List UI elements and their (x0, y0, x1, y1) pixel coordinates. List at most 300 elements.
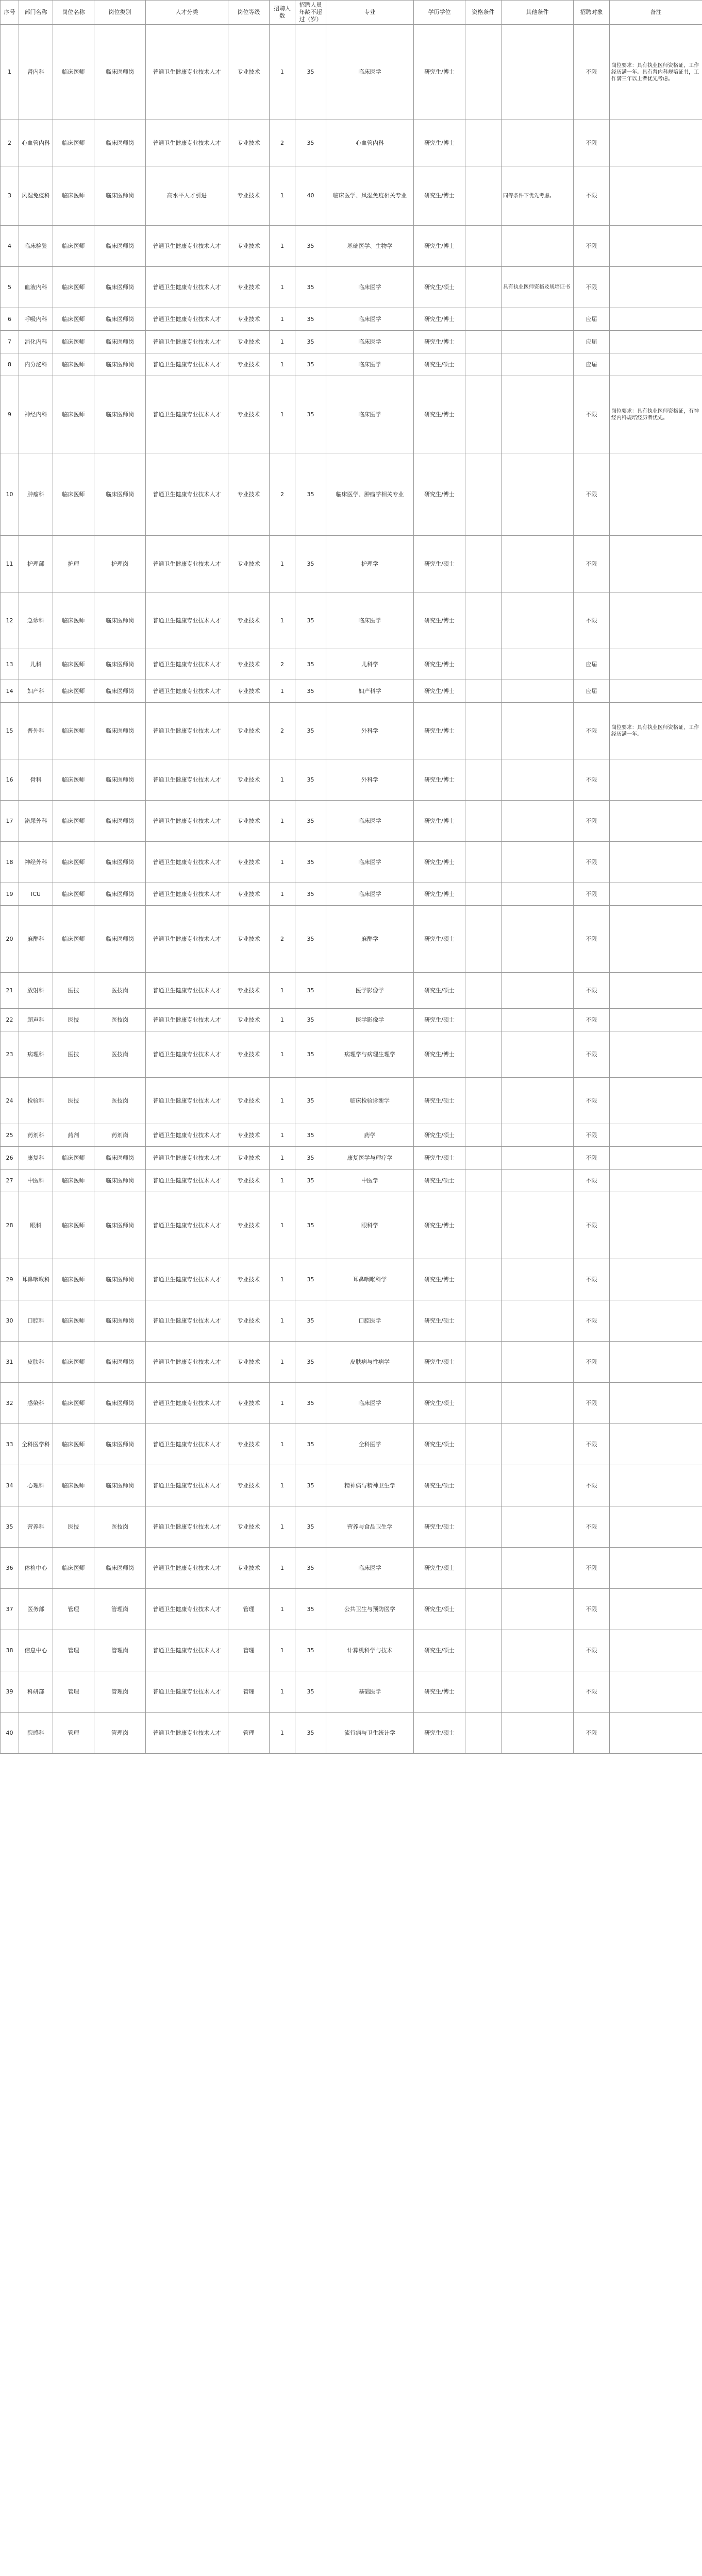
department-cell: 放射科 (19, 973, 53, 1009)
hiring-count-cell: 1 (270, 1170, 295, 1192)
post-category-cell: 医技岗 (94, 1009, 146, 1031)
department-cell: 耳鼻咽喉科 (19, 1259, 53, 1300)
age-limit-cell: 35 (295, 906, 326, 973)
other-conditions-cell (502, 1192, 574, 1259)
department-cell: 心理科 (19, 1465, 53, 1506)
target-group-cell: 不限 (574, 1147, 610, 1170)
degree-cell: 研究生/硕士 (414, 1300, 465, 1342)
age-limit-cell: 35 (295, 1630, 326, 1671)
row-number-cell: 16 (1, 759, 19, 801)
qualification-cell (465, 801, 502, 842)
target-group-cell: 不限 (574, 1342, 610, 1383)
hiring-count-cell: 1 (270, 592, 295, 649)
row-number-cell: 35 (1, 1506, 19, 1548)
degree-cell: 研究生/硕士 (414, 1147, 465, 1170)
hiring-count-cell: 1 (270, 1342, 295, 1383)
column-header: 人才分类 (146, 1, 228, 25)
remarks-cell (610, 1259, 702, 1300)
degree-cell: 研究生/博士 (414, 453, 465, 536)
department-cell: 临床检验 (19, 226, 53, 267)
post-level-cell: 专业技术 (228, 353, 270, 376)
table-row (1, 1465, 702, 1506)
qualification-cell (465, 376, 502, 453)
major-cell: 临床检验诊断学 (326, 1078, 414, 1124)
row-number-cell: 7 (1, 331, 19, 353)
major-cell: 临床医学 (326, 883, 414, 906)
other-conditions-cell (502, 1506, 574, 1548)
age-limit-cell: 35 (295, 308, 326, 331)
target-group-cell: 不限 (574, 1465, 610, 1506)
degree-cell: 研究生/硕士 (414, 353, 465, 376)
row-number-cell: 22 (1, 1009, 19, 1031)
row-number-cell: 24 (1, 1078, 19, 1124)
age-limit-cell: 35 (295, 842, 326, 883)
remarks-cell (610, 1124, 702, 1147)
column-header: 招聘对象 (574, 1, 610, 25)
major-cell: 外科学 (326, 703, 414, 759)
qualification-cell (465, 267, 502, 308)
degree-cell: 研究生/博士 (414, 166, 465, 226)
table-row (1, 649, 702, 680)
department-cell: 血液内科 (19, 267, 53, 308)
major-cell: 心血管内科 (326, 120, 414, 166)
major-cell: 临床医学 (326, 592, 414, 649)
target-group-cell: 不限 (574, 973, 610, 1009)
target-group-cell: 不限 (574, 267, 610, 308)
major-cell: 临床医学、风湿免疫相关专业 (326, 166, 414, 226)
table-row (1, 906, 702, 973)
post-category-cell: 临床医师岗 (94, 25, 146, 120)
age-limit-cell: 35 (295, 883, 326, 906)
post-category-cell: 临床医师岗 (94, 1465, 146, 1506)
qualification-cell (465, 1713, 502, 1754)
qualification-cell (465, 1506, 502, 1548)
department-cell: 科研部 (19, 1671, 53, 1713)
major-cell: 临床医学 (326, 267, 414, 308)
table-row (1, 1300, 702, 1342)
hiring-count-cell: 1 (270, 1147, 295, 1170)
hiring-count-cell: 1 (270, 166, 295, 226)
post-name-cell: 临床医师 (53, 1300, 94, 1342)
column-header: 招聘人数 (270, 1, 295, 25)
major-cell: 计算机科学与技术 (326, 1630, 414, 1671)
talent-type-cell: 普通卫生健康专业技术人才 (146, 1342, 228, 1383)
post-name-cell: 临床医师 (53, 166, 94, 226)
table-row (1, 1671, 702, 1713)
other-conditions-cell (502, 1259, 574, 1300)
talent-type-cell: 普通卫生健康专业技术人才 (146, 536, 228, 592)
qualification-cell (465, 1342, 502, 1383)
post-category-cell: 管理岗 (94, 1630, 146, 1671)
degree-cell: 研究生/硕士 (414, 1009, 465, 1031)
major-cell: 公共卫生与预防医学 (326, 1589, 414, 1630)
remarks-cell (610, 883, 702, 906)
hiring-count-cell: 2 (270, 120, 295, 166)
degree-cell: 研究生/博士 (414, 226, 465, 267)
post-name-cell: 临床医师 (53, 1424, 94, 1465)
department-cell: 康复科 (19, 1147, 53, 1170)
row-number-cell: 3 (1, 166, 19, 226)
other-conditions-cell (502, 1465, 574, 1506)
hiring-count-cell: 2 (270, 703, 295, 759)
other-conditions-cell (502, 680, 574, 703)
post-name-cell: 临床医师 (53, 1548, 94, 1589)
hiring-count-cell: 1 (270, 1713, 295, 1754)
post-name-cell: 临床医师 (53, 649, 94, 680)
hiring-count-cell: 1 (270, 1383, 295, 1424)
department-cell: 信息中心 (19, 1630, 53, 1671)
table-row (1, 801, 702, 842)
age-limit-cell: 35 (295, 680, 326, 703)
post-name-cell: 医技 (53, 1031, 94, 1078)
major-cell: 耳鼻咽喉科学 (326, 1259, 414, 1300)
qualification-cell (465, 906, 502, 973)
post-name-cell: 医技 (53, 1009, 94, 1031)
other-conditions-cell (502, 1342, 574, 1383)
target-group-cell: 不限 (574, 703, 610, 759)
major-cell: 流行病与卫生统计学 (326, 1713, 414, 1754)
qualification-cell (465, 331, 502, 353)
table-row (1, 1630, 702, 1671)
age-limit-cell: 35 (295, 703, 326, 759)
age-limit-cell: 35 (295, 759, 326, 801)
post-category-cell: 临床医师岗 (94, 331, 146, 353)
table-row (1, 536, 702, 592)
qualification-cell (465, 308, 502, 331)
age-limit-cell: 35 (295, 120, 326, 166)
remarks-cell (610, 226, 702, 267)
post-category-cell: 临床医师岗 (94, 842, 146, 883)
table-row (1, 1548, 702, 1589)
table-row (1, 1192, 702, 1259)
post-name-cell: 临床医师 (53, 331, 94, 353)
degree-cell: 研究生/博士 (414, 649, 465, 680)
column-header: 岗位名称 (53, 1, 94, 25)
other-conditions-cell (502, 376, 574, 453)
talent-type-cell: 普通卫生健康专业技术人才 (146, 1465, 228, 1506)
hiring-count-cell: 1 (270, 1009, 295, 1031)
target-group-cell: 不限 (574, 1031, 610, 1078)
major-cell: 临床医学 (326, 353, 414, 376)
age-limit-cell: 35 (295, 1259, 326, 1300)
remarks-cell (610, 1009, 702, 1031)
major-cell: 病理学与病理生理学 (326, 1031, 414, 1078)
table-row (1, 1147, 702, 1170)
qualification-cell (465, 1383, 502, 1424)
target-group-cell: 不限 (574, 1589, 610, 1630)
age-limit-cell: 35 (295, 1170, 326, 1192)
post-name-cell: 医技 (53, 1078, 94, 1124)
target-group-cell: 应届 (574, 680, 610, 703)
target-group-cell: 不限 (574, 906, 610, 973)
remarks-cell (610, 906, 702, 973)
hiring-count-cell: 1 (270, 801, 295, 842)
post-level-cell: 专业技术 (228, 226, 270, 267)
remarks-cell (610, 1078, 702, 1124)
qualification-cell (465, 1300, 502, 1342)
major-cell: 医学影像学 (326, 1009, 414, 1031)
hiring-count-cell: 1 (270, 1031, 295, 1078)
post-category-cell: 临床医师岗 (94, 592, 146, 649)
talent-type-cell: 普通卫生健康专业技术人才 (146, 1078, 228, 1124)
table-row (1, 1170, 702, 1192)
post-level-cell: 专业技术 (228, 883, 270, 906)
post-category-cell: 护理岗 (94, 536, 146, 592)
age-limit-cell: 35 (295, 1192, 326, 1259)
department-cell: 皮肤科 (19, 1342, 53, 1383)
post-category-cell: 临床医师岗 (94, 759, 146, 801)
other-conditions-cell (502, 536, 574, 592)
table-header-row (1, 1, 702, 25)
department-cell: 神经内科 (19, 376, 53, 453)
department-cell: 肿瘤科 (19, 453, 53, 536)
row-number-cell: 12 (1, 592, 19, 649)
target-group-cell: 不限 (574, 120, 610, 166)
age-limit-cell: 35 (295, 649, 326, 680)
table-row (1, 1506, 702, 1548)
hiring-count-cell: 1 (270, 759, 295, 801)
hiring-count-cell: 1 (270, 1506, 295, 1548)
column-header: 专业 (326, 1, 414, 25)
department-cell: 超声科 (19, 1009, 53, 1031)
age-limit-cell: 35 (295, 1078, 326, 1124)
table-row (1, 1259, 702, 1300)
hiring-count-cell: 1 (270, 1300, 295, 1342)
row-number-cell: 33 (1, 1424, 19, 1465)
row-number-cell: 39 (1, 1671, 19, 1713)
age-limit-cell: 35 (295, 353, 326, 376)
target-group-cell: 不限 (574, 25, 610, 120)
row-number-cell: 6 (1, 308, 19, 331)
talent-type-cell: 普通卫生健康专业技术人才 (146, 1124, 228, 1147)
degree-cell: 研究生/博士 (414, 25, 465, 120)
age-limit-cell: 35 (295, 1548, 326, 1589)
degree-cell: 研究生/硕士 (414, 1630, 465, 1671)
talent-type-cell: 普通卫生健康专业技术人才 (146, 376, 228, 453)
row-number-cell: 21 (1, 973, 19, 1009)
hiring-count-cell: 1 (270, 376, 295, 453)
post-category-cell: 临床医师岗 (94, 120, 146, 166)
post-level-cell: 专业技术 (228, 1009, 270, 1031)
hiring-count-cell: 1 (270, 331, 295, 353)
row-number-cell: 10 (1, 453, 19, 536)
post-category-cell: 临床医师岗 (94, 1342, 146, 1383)
target-group-cell: 不限 (574, 536, 610, 592)
target-group-cell: 不限 (574, 1548, 610, 1589)
post-category-cell: 临床医师岗 (94, 1300, 146, 1342)
row-number-cell: 40 (1, 1713, 19, 1754)
remarks-cell: 岗位要求：具有执业医师资格证，有神经内科规培经历者优先。 (610, 376, 702, 453)
post-category-cell: 临床医师岗 (94, 166, 146, 226)
hiring-count-cell: 1 (270, 1424, 295, 1465)
column-header: 岗位等级 (228, 1, 270, 25)
target-group-cell: 不限 (574, 1424, 610, 1465)
other-conditions-cell (502, 906, 574, 973)
post-level-cell: 专业技术 (228, 842, 270, 883)
table-row (1, 842, 702, 883)
remarks-cell (610, 1170, 702, 1192)
target-group-cell: 不限 (574, 842, 610, 883)
post-level-cell: 专业技术 (228, 759, 270, 801)
other-conditions-cell (502, 120, 574, 166)
degree-cell: 研究生/硕士 (414, 1713, 465, 1754)
remarks-cell (610, 759, 702, 801)
row-number-cell: 13 (1, 649, 19, 680)
major-cell: 中医学 (326, 1170, 414, 1192)
target-group-cell: 不限 (574, 1170, 610, 1192)
talent-type-cell: 普通卫生健康专业技术人才 (146, 267, 228, 308)
talent-type-cell: 普通卫生健康专业技术人才 (146, 906, 228, 973)
post-level-cell: 专业技术 (228, 1031, 270, 1078)
qualification-cell (465, 973, 502, 1009)
age-limit-cell: 35 (295, 25, 326, 120)
post-category-cell: 医技岗 (94, 1031, 146, 1078)
department-cell: 普外科 (19, 703, 53, 759)
post-name-cell: 护理 (53, 536, 94, 592)
row-number-cell: 34 (1, 1465, 19, 1506)
talent-type-cell: 普通卫生健康专业技术人才 (146, 1009, 228, 1031)
table-row (1, 592, 702, 649)
qualification-cell (465, 1589, 502, 1630)
hiring-count-cell: 1 (270, 1259, 295, 1300)
row-number-cell: 17 (1, 801, 19, 842)
other-conditions-cell (502, 973, 574, 1009)
remarks-cell (610, 1147, 702, 1170)
remarks-cell (610, 1630, 702, 1671)
post-name-cell: 临床医师 (53, 801, 94, 842)
post-name-cell: 临床医师 (53, 226, 94, 267)
talent-type-cell: 普通卫生健康专业技术人才 (146, 883, 228, 906)
post-name-cell: 管理 (53, 1713, 94, 1754)
target-group-cell: 不限 (574, 592, 610, 649)
other-conditions-cell (502, 1671, 574, 1713)
table-row (1, 25, 702, 120)
major-cell: 儿科学 (326, 649, 414, 680)
remarks-cell (610, 1424, 702, 1465)
post-category-cell: 临床医师岗 (94, 883, 146, 906)
talent-type-cell: 普通卫生健康专业技术人才 (146, 353, 228, 376)
post-name-cell: 临床医师 (53, 883, 94, 906)
age-limit-cell: 35 (295, 1031, 326, 1078)
major-cell: 临床医学 (326, 308, 414, 331)
degree-cell: 研究生/博士 (414, 703, 465, 759)
post-name-cell: 药剂 (53, 1124, 94, 1147)
remarks-cell (610, 453, 702, 536)
other-conditions-cell (502, 649, 574, 680)
qualification-cell (465, 1548, 502, 1589)
talent-type-cell: 普通卫生健康专业技术人才 (146, 1424, 228, 1465)
other-conditions-cell (502, 308, 574, 331)
age-limit-cell: 35 (295, 1465, 326, 1506)
post-name-cell: 医技 (53, 1506, 94, 1548)
post-category-cell: 管理岗 (94, 1671, 146, 1713)
post-level-cell: 专业技术 (228, 1465, 270, 1506)
department-cell: 麻醉科 (19, 906, 53, 973)
talent-type-cell: 普通卫生健康专业技术人才 (146, 801, 228, 842)
other-conditions-cell (502, 1589, 574, 1630)
department-cell: 内分泌科 (19, 353, 53, 376)
post-level-cell: 专业技术 (228, 166, 270, 226)
talent-type-cell: 普通卫生健康专业技术人才 (146, 1300, 228, 1342)
row-number-cell: 30 (1, 1300, 19, 1342)
degree-cell: 研究生/硕士 (414, 1506, 465, 1548)
age-limit-cell: 35 (295, 267, 326, 308)
target-group-cell: 不限 (574, 1124, 610, 1147)
post-name-cell: 临床医师 (53, 453, 94, 536)
post-level-cell: 专业技术 (228, 453, 270, 536)
qualification-cell (465, 120, 502, 166)
post-name-cell: 临床医师 (53, 353, 94, 376)
target-group-cell: 不限 (574, 376, 610, 453)
other-conditions-cell (502, 801, 574, 842)
qualification-cell (465, 1147, 502, 1170)
post-name-cell: 临床医师 (53, 1259, 94, 1300)
post-category-cell: 管理岗 (94, 1589, 146, 1630)
post-level-cell: 管理 (228, 1713, 270, 1754)
age-limit-cell: 40 (295, 166, 326, 226)
post-level-cell: 专业技术 (228, 649, 270, 680)
post-category-cell: 医技岗 (94, 1506, 146, 1548)
other-conditions-cell: 具有执业医师资格及规培证书 (502, 267, 574, 308)
post-level-cell: 专业技术 (228, 973, 270, 1009)
degree-cell: 研究生/博士 (414, 1031, 465, 1078)
qualification-cell (465, 1078, 502, 1124)
table-row (1, 973, 702, 1009)
department-cell: 检验科 (19, 1078, 53, 1124)
hiring-count-cell: 1 (270, 1192, 295, 1259)
post-level-cell: 专业技术 (228, 703, 270, 759)
department-cell: 眼科 (19, 1192, 53, 1259)
age-limit-cell: 35 (295, 1506, 326, 1548)
post-name-cell: 管理 (53, 1589, 94, 1630)
age-limit-cell: 35 (295, 331, 326, 353)
post-category-cell: 临床医师岗 (94, 1259, 146, 1300)
remarks-cell (610, 1342, 702, 1383)
remarks-cell (610, 1465, 702, 1506)
table-row (1, 226, 702, 267)
post-name-cell: 临床医师 (53, 703, 94, 759)
post-level-cell: 专业技术 (228, 1300, 270, 1342)
target-group-cell: 应届 (574, 308, 610, 331)
degree-cell: 研究生/博士 (414, 120, 465, 166)
post-level-cell: 专业技术 (228, 1192, 270, 1259)
talent-type-cell: 普通卫生健康专业技术人才 (146, 1259, 228, 1300)
major-cell: 临床医学 (326, 842, 414, 883)
qualification-cell (465, 1465, 502, 1506)
table-row (1, 1342, 702, 1383)
age-limit-cell: 35 (295, 1300, 326, 1342)
degree-cell: 研究生/博士 (414, 842, 465, 883)
target-group-cell: 不限 (574, 1078, 610, 1124)
post-level-cell: 专业技术 (228, 120, 270, 166)
degree-cell: 研究生/硕士 (414, 1342, 465, 1383)
degree-cell: 研究生/硕士 (414, 906, 465, 973)
degree-cell: 研究生/博士 (414, 592, 465, 649)
target-group-cell: 不限 (574, 1383, 610, 1424)
target-group-cell: 应届 (574, 353, 610, 376)
talent-type-cell: 普通卫生健康专业技术人才 (146, 1031, 228, 1078)
department-cell: 呼吸内科 (19, 308, 53, 331)
column-header: 序号 (1, 1, 19, 25)
post-name-cell: 管理 (53, 1630, 94, 1671)
degree-cell: 研究生/博士 (414, 376, 465, 453)
other-conditions-cell (502, 1009, 574, 1031)
post-level-cell: 专业技术 (228, 308, 270, 331)
age-limit-cell: 35 (295, 1124, 326, 1147)
remarks-cell (610, 801, 702, 842)
hiring-count-cell: 1 (270, 1671, 295, 1713)
talent-type-cell: 普通卫生健康专业技术人才 (146, 25, 228, 120)
